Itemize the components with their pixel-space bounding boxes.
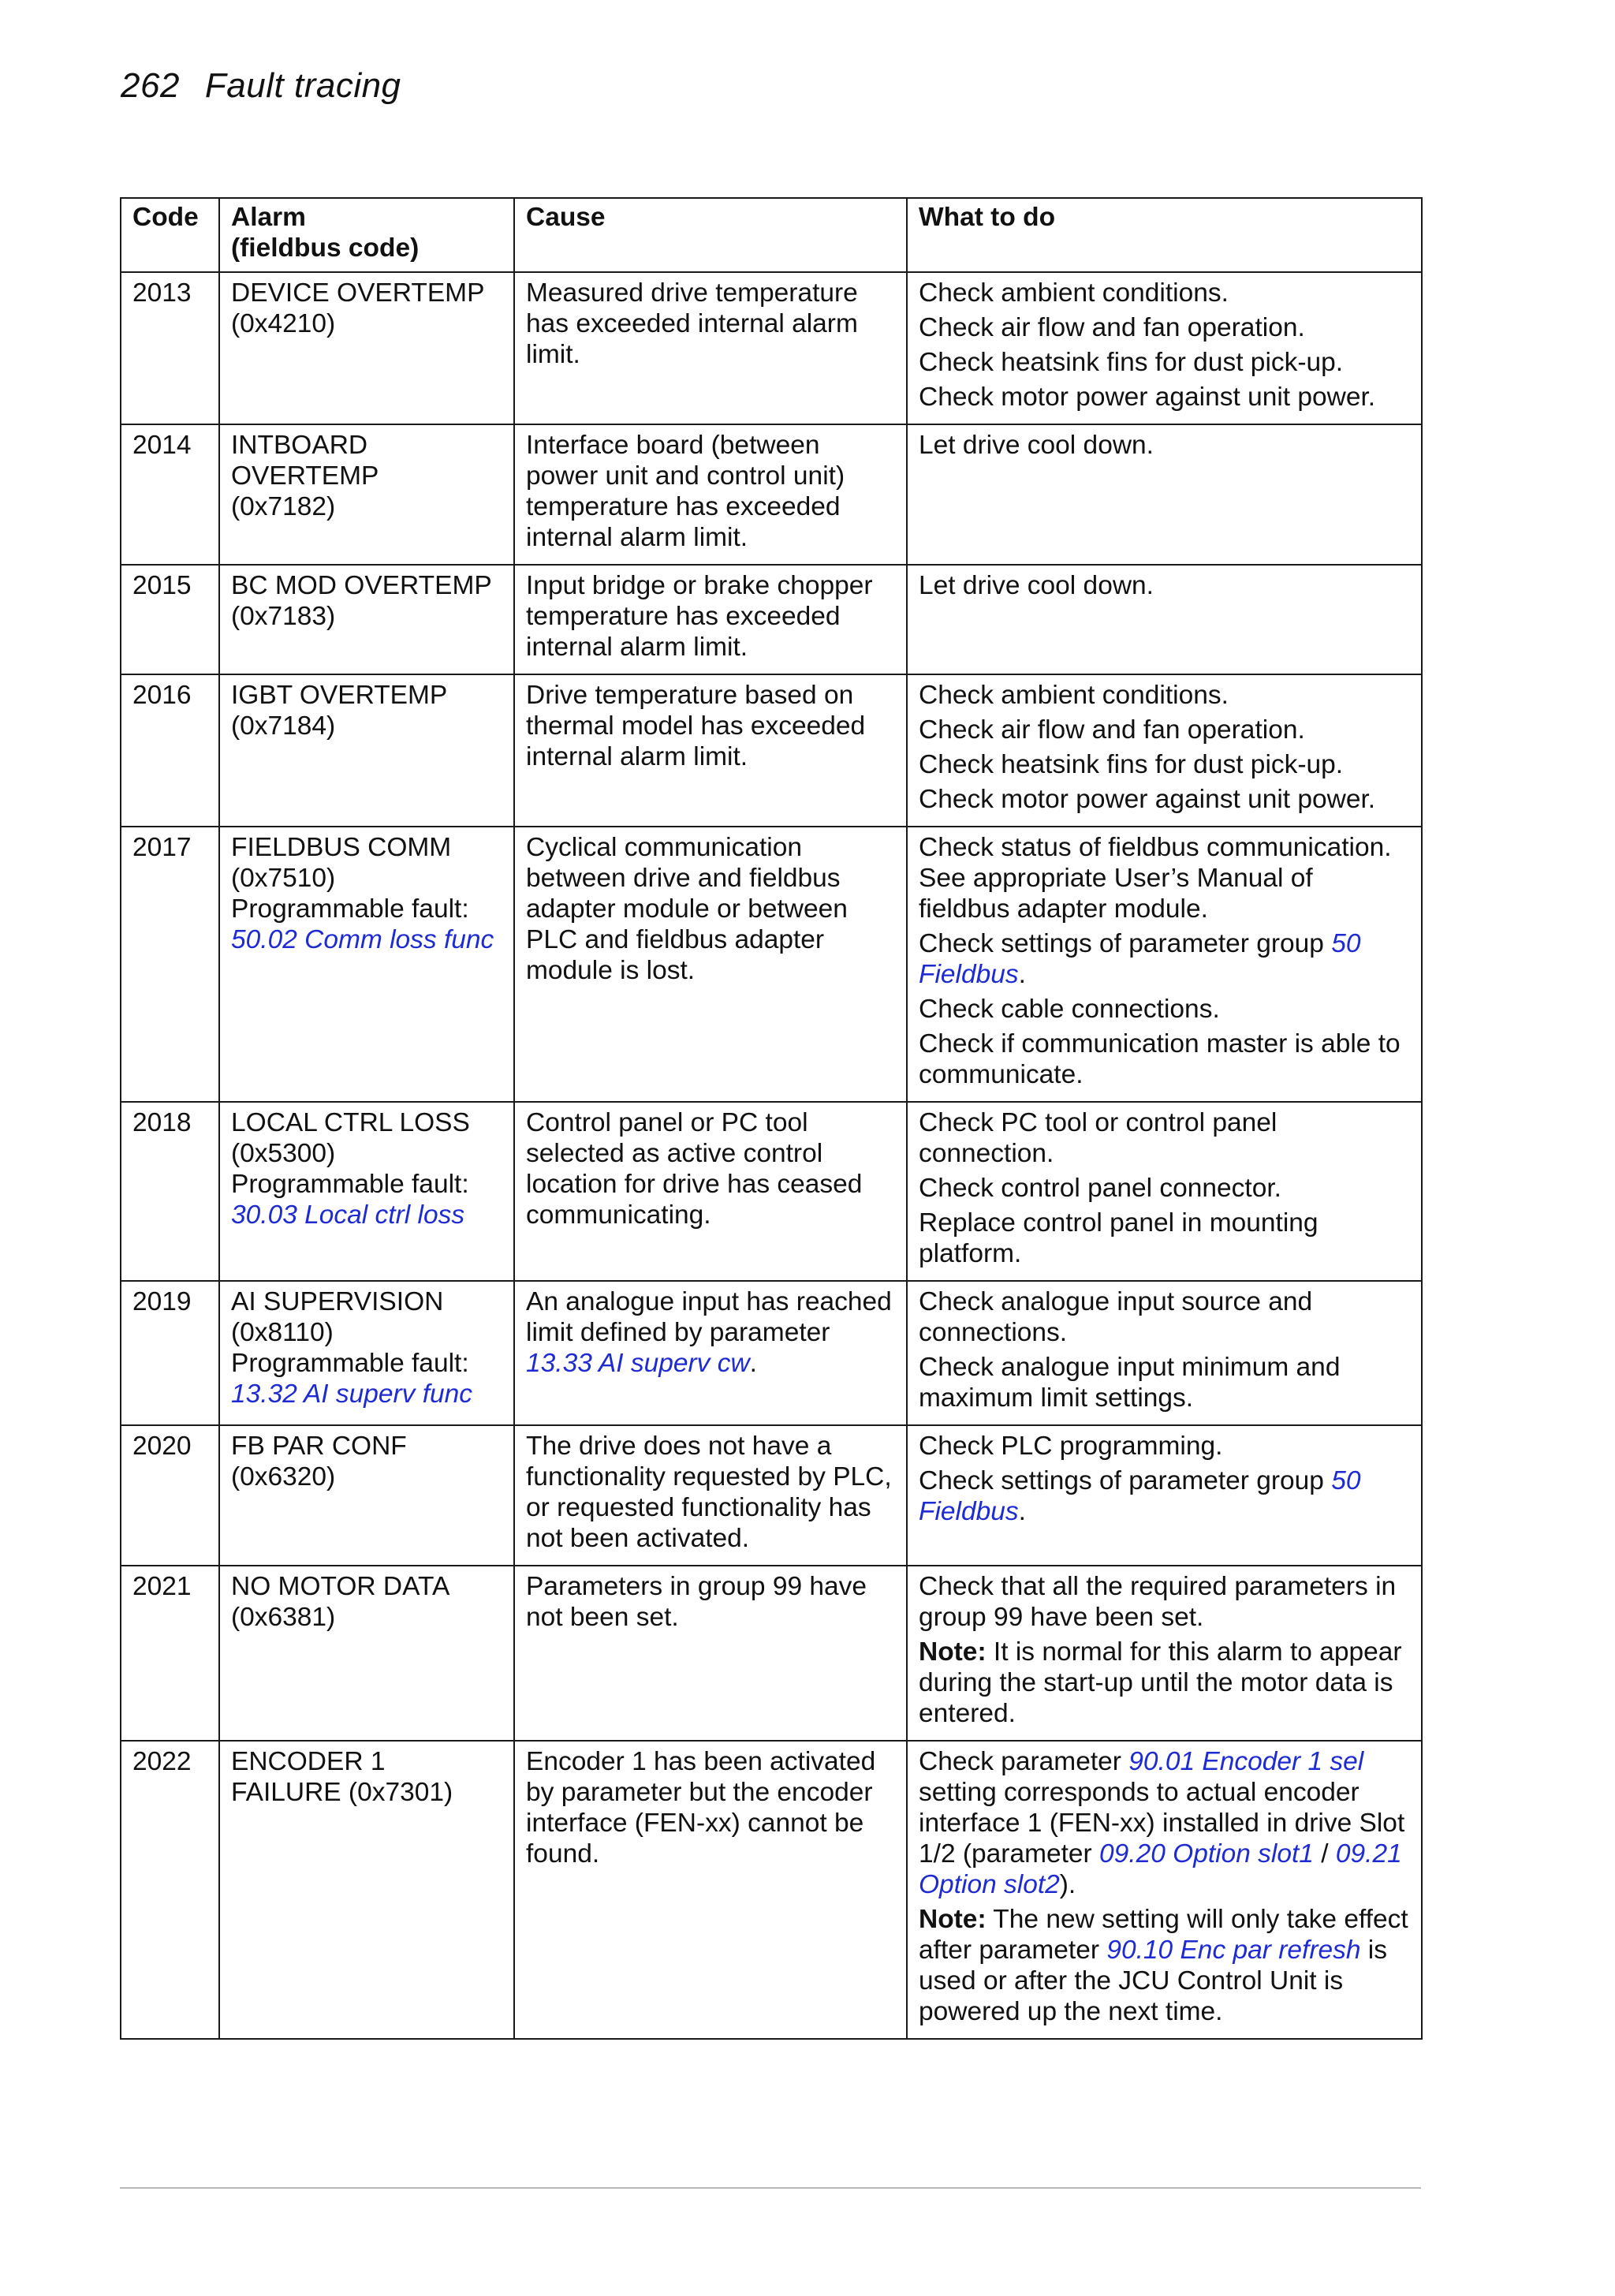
cause-cell: An analogue input has reached limit defined by parameter 13.33 AI superv cw. [514,1281,907,1425]
code-cell: 2018 [121,1102,219,1281]
cause-cell: Input bridge or brake chopper temperature has exceeded internal alarm limit. [514,565,907,674]
alarm-cell: IGBT OVERTEMP (0x7184) [219,674,514,827]
what-cell: Check parameter 90.01 Encoder 1 sel setting corresponds to actual encoder interface 1 (FEN-xx) installed in drive Slot 1/2 (parameter 09.20 Option slot1 / 09.21 Option slot2). Note: The new setting will only take effect after parameter 90.10 Enc par refresh is used or after the JCU Control Unit is powered up the next time. [907,1741,1422,2039]
header-code: Code [121,198,219,272]
alarm-cell: BC MOD OVERTEMP (0x7183) [219,565,514,674]
code-cell: 2014 [121,424,219,565]
table-row [121,565,1422,674]
what-cell: Let drive cool down. [907,424,1422,565]
param-link[interactable]: 13.33 AI superv cw [526,1349,750,1378]
alarm-cell: DEVICE OVERTEMP (0x4210) [219,272,514,424]
param-link[interactable]: 50.02 Comm loss func [231,925,494,954]
code-cell: 2019 [121,1281,219,1425]
alarm-cell: NO MOTOR DATA (0x6381) [219,1566,514,1741]
table-row [121,827,1422,1102]
alarm-cell: FB PAR CONF (0x6320) [219,1425,514,1566]
what-cell: Check ambient conditions. Check air flow and fan operation. Check heatsink fins for dust pick-up. Check motor power against unit power. [907,272,1422,424]
page-number: 262 [121,66,180,105]
cause-cell: Encoder 1 has been activated by parameter but the encoder interface (FEN-xx) cannot be found. [514,1741,907,2039]
table-row [121,1102,1422,1281]
code-cell: 2017 [121,827,219,1102]
what-cell: Let drive cool down. [907,565,1422,674]
table-row [121,1281,1422,1425]
cause-cell: The drive does not have a functionality requested by PLC, or requested functionality has not been activated. [514,1425,907,1566]
param-link[interactable]: 09.20 Option slot1 [1099,1839,1314,1869]
table-row [121,1741,1422,2039]
param-link[interactable]: 90.10 Enc par refresh [1106,1936,1361,1965]
what-cell: Check PLC programming. Check settings of parameter group 50 Fieldbus. [907,1425,1422,1566]
header-cause: Cause [514,198,907,272]
what-cell: Check ambient conditions. Check air flow and fan operation. Check heatsink fins for dust pick-up. Check motor power against unit power. [907,674,1422,827]
cause-cell: Control panel or PC tool selected as active control location for drive has ceased communicating. [514,1102,907,1281]
table-row [121,272,1422,424]
param-group-link[interactable]: 50 Fieldbus [919,929,1361,989]
code-cell: 2013 [121,272,219,424]
cause-cell: Cyclical communication between drive and fieldbus adapter module or between PLC and fieldbus adapter module is lost. [514,827,907,1102]
code-cell: 2016 [121,674,219,827]
code-cell: 2022 [121,1741,219,2039]
param-link[interactable]: 90.01 Encoder 1 sel [1128,1747,1364,1776]
what-cell: Check that all the required parameters in group 99 have been set. Note: It is normal for this alarm to appear during the start-up until the motor data is entered. [907,1566,1422,1741]
cause-cell: Parameters in group 99 have not been set. [514,1566,907,1741]
table-row [121,424,1422,565]
alarm-table [120,197,1423,2040]
param-link[interactable]: 09.21 Option slot2 [919,1839,1402,1899]
param-link[interactable]: 13.32 AI superv func [231,1379,473,1409]
cause-cell: Measured drive temperature has exceeded internal alarm limit. [514,272,907,424]
alarm-cell: AI SUPERVISION (0x8110) Programmable fault: 13.32 AI superv func [219,1281,514,1425]
section-title: Fault tracing [204,66,401,105]
alarm-cell: ENCODER 1 FAILURE (0x7301) [219,1741,514,2039]
header-alarm: Alarm (fieldbus code) [219,198,514,272]
what-cell: Check status of fieldbus communication. See appropriate User’s Manual of fieldbus adapter module. Check settings of parameter group 50 Fieldbus. Check cable connections. Check if communication master is able to communicate. [907,827,1422,1102]
table-row [121,1425,1422,1566]
param-link[interactable]: 30.03 Local ctrl loss [231,1200,465,1230]
footer-divider [120,2187,1421,2189]
code-cell: 2020 [121,1425,219,1566]
what-cell: Check analogue input source and connections. Check analogue input minimum and maximum limit settings. [907,1281,1422,1425]
code-cell: 2021 [121,1566,219,1741]
cause-cell: Drive temperature based on thermal model has exceeded internal alarm limit. [514,674,907,827]
header-what-to-do: What to do [907,198,1422,272]
code-cell: 2015 [121,565,219,674]
param-group-link[interactable]: 50 Fieldbus [919,1466,1361,1526]
page-header [121,66,401,106]
alarm-cell: FIELDBUS COMM (0x7510) Programmable fault: 50.02 Comm loss func [219,827,514,1102]
alarm-cell: LOCAL CTRL LOSS (0x5300) Programmable fault: 30.03 Local ctrl loss [219,1102,514,1281]
table-row [121,1566,1422,1741]
table-header-row [121,198,1422,272]
alarm-cell: INTBOARD OVERTEMP (0x7182) [219,424,514,565]
table-row [121,674,1422,827]
cause-cell: Interface board (between power unit and control unit) temperature has exceeded internal alarm limit. [514,424,907,565]
what-cell: Check PC tool or control panel connection. Check control panel connector. Replace control panel in mounting platform. [907,1102,1422,1281]
